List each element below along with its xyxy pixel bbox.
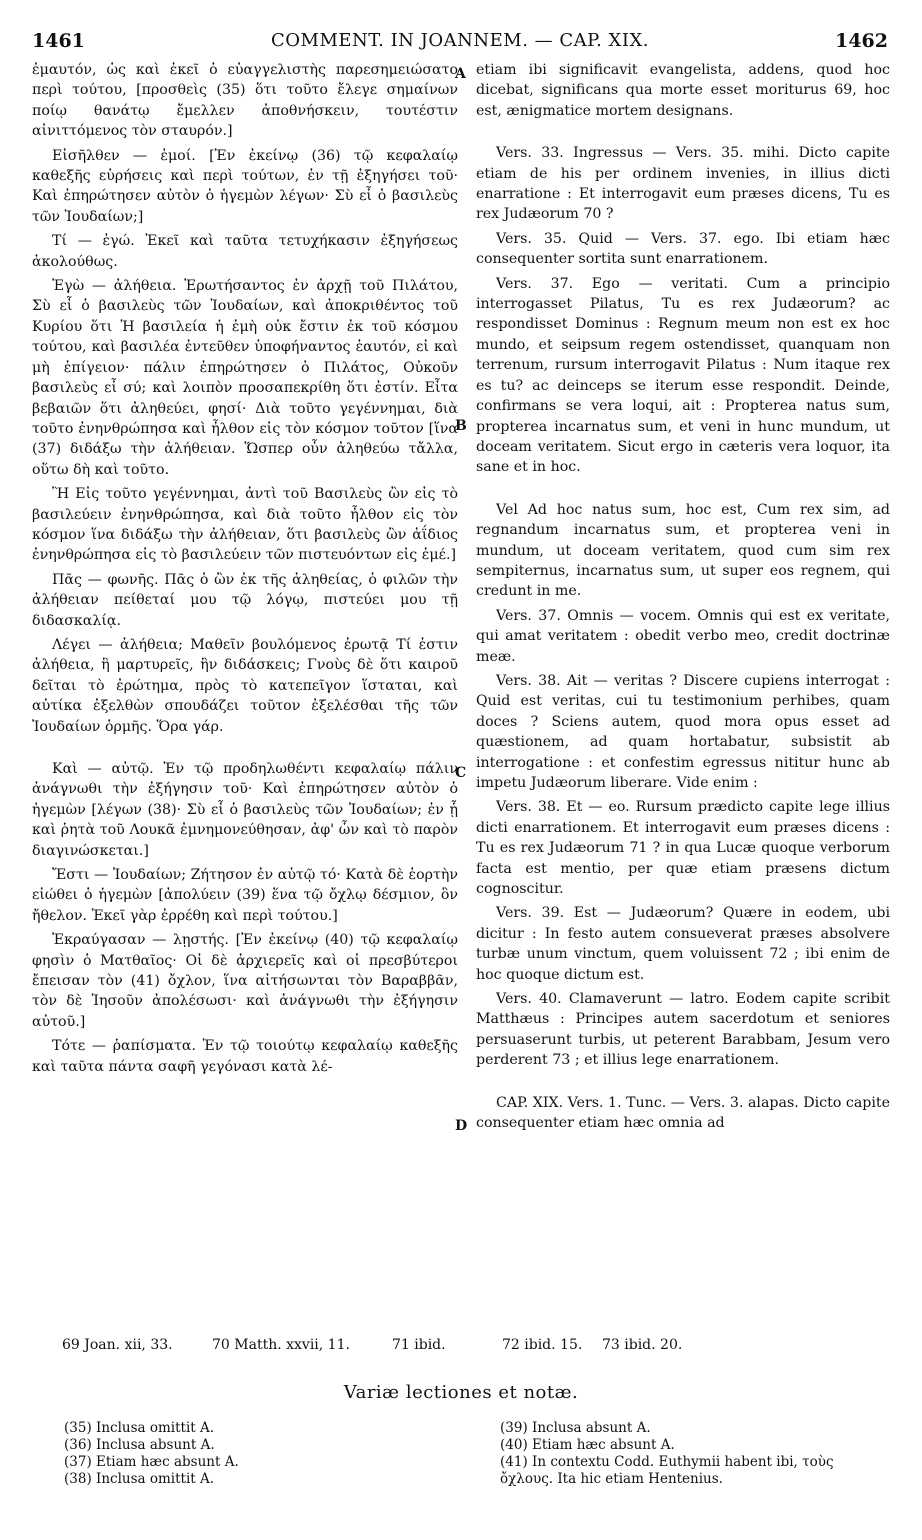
greek-column	[32, 60, 458, 1081]
running-title: COMMENT. IN JOANNEM. — CAP. XIX.	[270, 30, 649, 51]
latin-paragraph: Vers. 38. Ait — veritas ? Discere cupiens interrogat : Quid est veritas, cui tu testimonium perhibes, quam doces ? Sciens autem, quod mora opus esset ad quæstionem, ad quam hortabatur, subsistit ab interrogatione : et confestim egressus nititur hunc ab impetu Judæorum liberare. Vide enim :	[476, 672, 890, 791]
latin-paragraph: Vel Ad hoc natus sum, hoc est, Cum rex sim, ad regnandum incarnatus sum, et propterea veni in mundum, ut doceam veritatem, quod cum sim rex sempiternus, incarnatus sum, ut super eos regnem, qui credunt in me.	[476, 501, 890, 600]
page-number-right: 1462	[835, 30, 888, 52]
greek-paragraph: Ἔστι — Ἰουδαίων; Ζήτησον ἐν αὐτῷ τό· Κατὰ δὲ ἑορτὴν εἰώθει ὁ ἡγεμὼν [ἀπολύειν (39) ἕνα τῷ ὄχλῳ δέσμιον, ὃν ἤθελον. Ἐκεῖ γὰρ ἐρρέθη καὶ περὶ τούτου.]	[32, 867, 458, 924]
greek-paragraph: Ἐκραύγασαν — λῃστής. [Ἐν ἐκείνῳ (40) τῷ κεφαλαίῳ φησὶν ὁ Ματθαῖος· Οἱ δὲ ἀρχιερεῖς καὶ οἱ πρεσβύτεροι ἔπεισαν τὸν (41) ὄχλον, ἵνα αἰτήσωνται τὸν Βαραββᾶν, τὸν δὲ Ἰησοῦν ἀπολέσωσι· καὶ ἀνάγνωθι τὴν ἐξήγησιν αὐτοῦ.]	[32, 932, 458, 1030]
variant-note: (38) Inclusa omittit A.	[64, 1471, 215, 1487]
latin-paragraph: Vers. 33. Ingressus — Vers. 35. mihi. Dicto capite etiam de his per ordinem invenies, in illius dicti enarratione : Et interrogavit eum præses dicens, Tu es rex Judæorum 70 ?	[476, 145, 890, 223]
greek-paragraph: Ἐγὼ — ἀλήθεια. Ἐρωτήσαντος ἐν ἀρχῇ τοῦ Πιλάτου, Σὺ εἶ ὁ βασιλεὺς τῶν Ἰουδαίων, καὶ ἀποκριθέντος τοῦ Κυρίου ὅτι Ἡ βασιλεία ἡ ἐμὴ οὐκ ἔστιν ἐκ τοῦ κόσμου τούτου, καὶ βασιλέα ἐντεῦθεν ὑποφήναντος ἑαυτόν, εἰ καὶ μὴ ἐπίγειον· πάλιν ἐπηρώτησεν ὁ Πιλάτος, Οὐκοῦν βασιλεὺς εἶ σύ; καὶ λοιπὸν προσαπεκρίθη ὅτι ἐστίν. Εἶτα βεβαιῶν ὅτι ἀληθεύει, φησί· Διὰ τοῦτο γεγέννημαι, διὰ τοῦτο ἐνηνθρώπησα καὶ ἦλθον εἰς τὸν κόσμον τοῦτον [ἵνα (37) διδάξω τὴν ἀλήθειαν. Ὥσπερ οὖν ἀληθεύω τἄλλα, οὕτω δὴ καὶ τοῦτο.	[32, 278, 458, 478]
footnote: 71 ibid.	[392, 1337, 446, 1353]
variant-note: (37) Etiam hæc absunt A.	[64, 1454, 239, 1470]
latin-paragraph: etiam ibi significavit evangelista, addens, quod hoc dicebat, significans qua morte esset moriturus 69, hoc est, ænigmatice mortem designans.	[476, 62, 890, 119]
variant-note: (40) Etiam hæc absunt A.	[500, 1437, 675, 1453]
variants-left	[64, 1420, 444, 1488]
greek-paragraph: ἐμαυτόν, ὡς καὶ ἐκεῖ ὁ εὐαγγελιστὴς παρεσημειώσατο περὶ τούτου, [προσθεὶς (35) ὅτι τοῦτο ἔλεγε σημαίνων ποίῳ θανάτῳ ἔμελλεν ἀποθνήσκειν, τουτέστιν αἰνιττόμενος τὸν σταυρόν.]	[32, 62, 458, 140]
variant-note: (39) Inclusa absunt A.	[500, 1420, 651, 1436]
latin-paragraph: Vers. 38. Et — eo. Rursum prædicto capite lege illius dicti enarrationem. Et interrogavit eum præses dicens : Tu es rex Judæorum 71 ? in qua Lucæ quoque verborum facta est mentio, per quæ etiam præsens dictum cognoscitur.	[476, 799, 890, 898]
page-header	[30, 30, 890, 56]
variant-note: (35) Inclusa omittit A.	[64, 1420, 215, 1436]
margin-letter-b: B	[455, 418, 467, 434]
variant-note: (36) Inclusa absunt A.	[64, 1437, 215, 1453]
footnote: 73 ibid. 20.	[602, 1337, 683, 1353]
greek-paragraph: Καὶ — αὐτῷ. Ἐν τῷ προδηλωθέντι κεφαλαίῳ πάλιν ἀνάγνωθι τὴν ἐξήγησιν τοῦ· Καὶ ἐπηρώτησεν αὐτὸν ὁ ἡγεμὼν [λέγων (38)· Σὺ εἶ ὁ βασιλεὺς τῶν Ἰουδαίων; ἐν ᾗ καὶ ῥητὰ τοῦ Λουκᾶ ἐμνημονεύθησαν, ἀφ' ὧν καὶ τὸ παρὸν διαγινώσκεται.]	[32, 761, 458, 859]
footnote: 70 Matth. xxvii, 11.	[212, 1337, 350, 1353]
latin-paragraph: Vers. 37. Ego — veritati. Cum a principio interrogasset Pilatus, Tu es rex Judæorum? ac respondisset Dominus : Regnum meum non est ex hoc mundo, et seipsum regem ostendisset, quanquam non terrenum, rursum interrogavit Pilatus : Num itaque rex es tu? ac deinceps se iterum esse respondit. Deinde, confirmans se vera loqui, ait : Propterea natus sum, propterea incarnatus sum, et veni in hunc mundum, ut doceam veritatem. Sicut ergo in cæteris vera loquor, ita sane et in hoc.	[476, 275, 890, 476]
variant-note: (41) In contextu Codd. Euthymii habent ibi, τοὺς ὄχλους. Ita hic etiam Hentenius.	[500, 1454, 834, 1487]
greek-paragraph: Τί — ἐγώ. Ἐκεῖ καὶ ταῦτα τετυχήκασιν ἐξηγήσεως ἀκολούθως.	[32, 233, 458, 270]
variants-right	[500, 1420, 890, 1488]
greek-paragraph: Πᾶς — φωνῆς. Πᾶς ὁ ὢν ἐκ τῆς ἀληθείας, ὁ φιλῶν τὴν ἀλήθειαν πείθεταί μου τῷ λόγῳ, πιστεύει μου τῇ διδασκαλίᾳ.	[32, 571, 458, 629]
greek-paragraph: Εἰσῆλθεν — ἐμοί. [Ἐν ἐκείνῳ (36) τῷ κεφαλαίῳ καθεξῆς εὑρήσεις καὶ περὶ τούτων, ἐν τῇ ἐξηγήσει τοῦ· Καὶ ἐπηρώτησεν αὐτὸν ὁ ἡγεμὼν λέγων· Σὺ εἶ ὁ βασιλεὺς τῶν Ἰουδαίων;]	[32, 147, 458, 225]
margin-letter-a: A	[455, 66, 466, 82]
greek-paragraph: Τότε — ῥαπίσματα. Ἐν τῷ τοιούτῳ κεφαλαίῳ καθεξῆς καὶ ταῦτα πάντα σαφῆ γεγόνασι κατὰ λέ-	[32, 1038, 458, 1075]
latin-paragraph: Vers. 40. Clamaverunt — latro. Eodem capite scribit Matthæus : Principes autem sacerdotum et seniores persuaserunt turbis, ut peterent Barabbam, Jesum vero perderent 73 ; et illius lege enarrationem.	[476, 991, 890, 1069]
latin-paragraph: CAP. XIX. Vers. 1. Tunc. — Vers. 3. alapas. Dicto capite consequenter etiam hæc omnia ad	[476, 1094, 890, 1132]
page-number-left: 1461	[32, 30, 85, 52]
footnote: 72 ibid. 15.	[502, 1337, 583, 1353]
margin-letter-c: C	[455, 765, 467, 781]
footnote: 69 Joan. xii, 33.	[62, 1337, 173, 1353]
latin-paragraph: Vers. 37. Omnis — vocem. Omnis qui est ex veritate, qui amat veritatem : obedit verbo meo, credit doctrinæ meæ.	[476, 607, 890, 665]
variants-heading: Variæ lectiones et notæ.	[343, 1382, 579, 1403]
greek-paragraph: Λέγει — ἀλήθεια; Μαθεῖν βουλόμενος ἐρωτᾷ Τί ἐστιν ἀλήθεια, ἣ μαρτυρεῖς, ἣν διδάσκεις; Γνοὺς δὲ ὅτι καιροῦ δεῖται τὸ ἐρώτημα, πρὸς τὸ κατεπεῖγον ἵσταται, καὶ αὐτίκα ἐξελθὼν σπουδάζει τοῦτον ἐξελέσθαι τῆς τῶν Ἰουδαίων ὁρμῆς. Ὅρα γάρ.	[32, 636, 458, 735]
margin-letter-d: D	[455, 1118, 468, 1134]
latin-column	[476, 60, 890, 1138]
latin-paragraph: Vers. 39. Est — Judæorum? Quære in eodem, ubi dicitur : In festo autem consueverat præses absolvere turbæ unum vinctum, quem voluissent 72 ; ibi enim de hoc quoque dictum est.	[476, 905, 890, 983]
latin-paragraph: Vers. 35. Quid — Vers. 37. ego. Ibi etiam hæc consequenter sortita sunt enarrationem.	[476, 230, 890, 268]
greek-paragraph: Ἢ Εἰς τοῦτο γεγέννημαι, ἀντὶ τοῦ Βασιλεὺς ὢν εἰς τὸ βασιλεύειν ἐνηνθρώπησα, καὶ διὰ τοῦτο ἦλθον εἰς τὸν κόσμον ἵνα διδάξω τὴν ἀλήθειαν, ὅτι βασιλεὺς ὢν ἀΐδιος ἐνηνθρώπησα εἰς τὸ βασιλεύειν τῶν πιστευόντων εἰς ἐμέ.]	[32, 486, 458, 564]
